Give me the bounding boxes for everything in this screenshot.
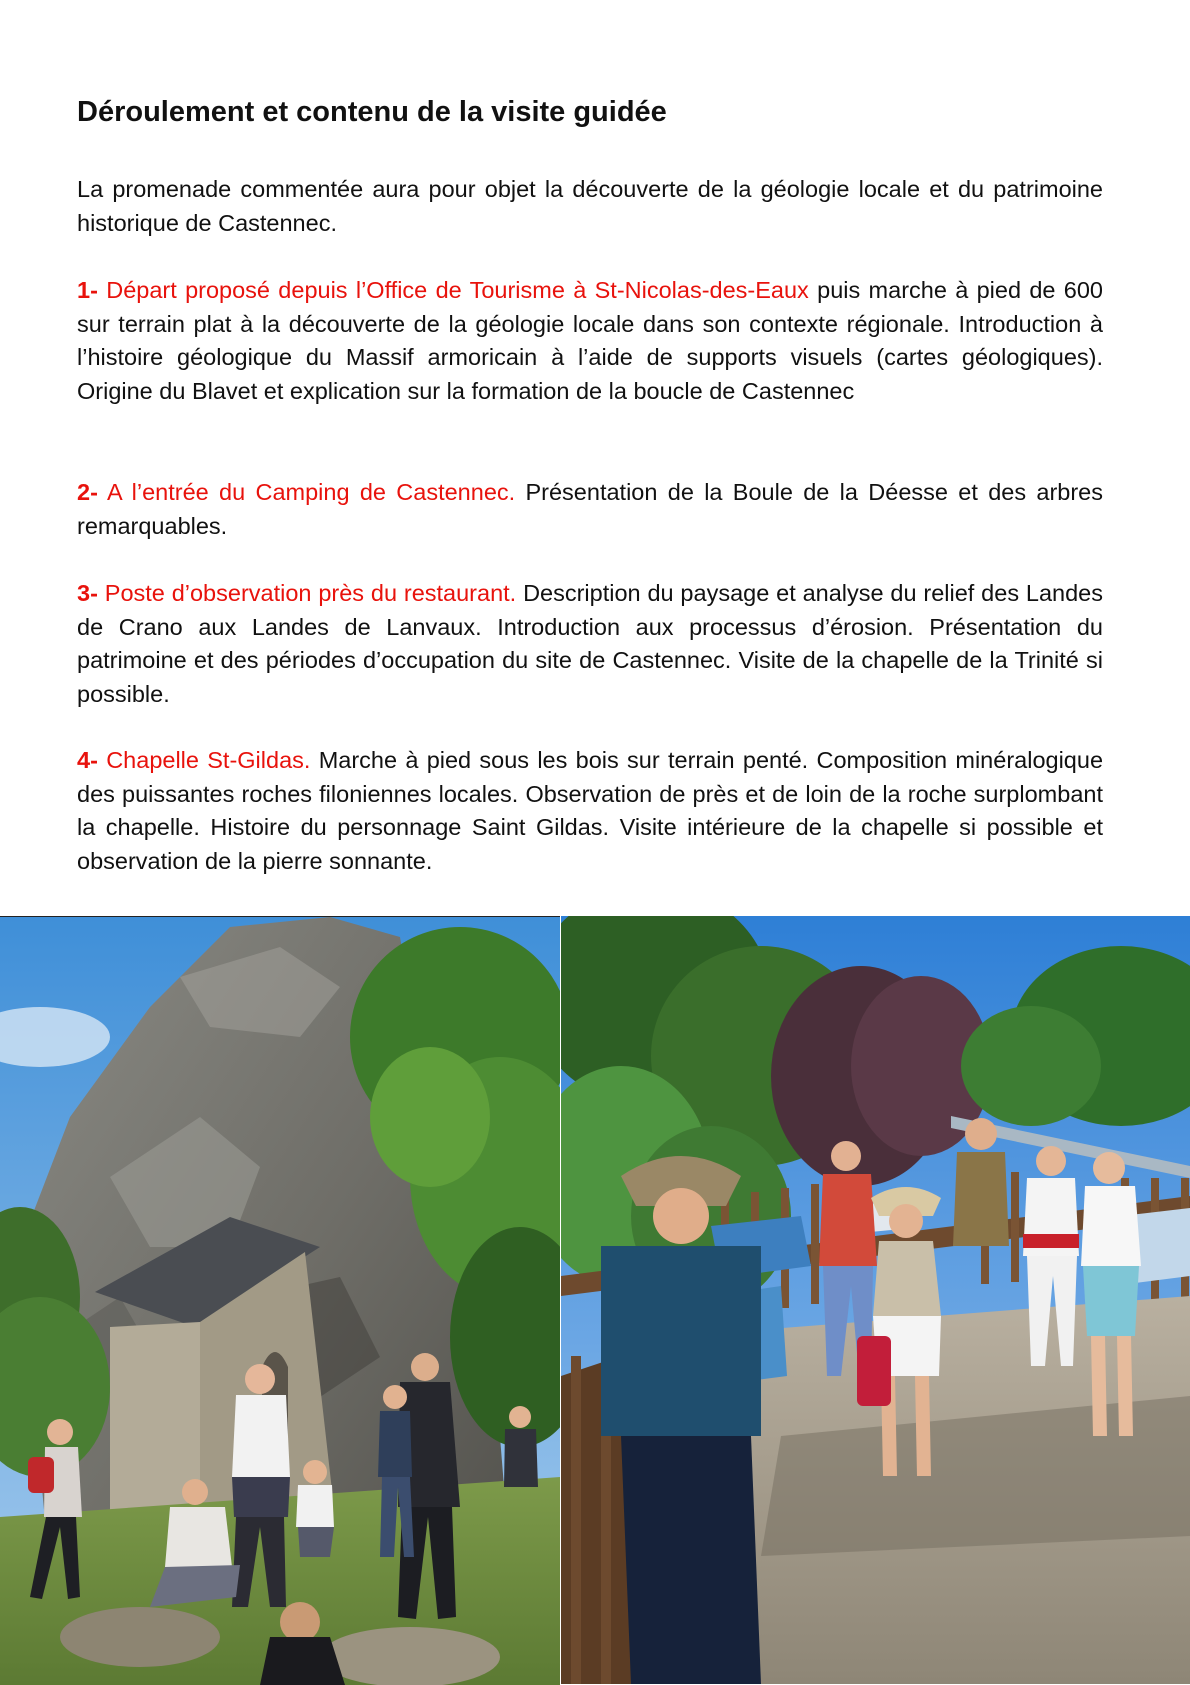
step-2-paragraph [77, 476, 1103, 543]
step-1-paragraph [77, 274, 1103, 408]
step-3-text: Description du paysage et analyse du relief des Landes de Crano aux Landes de Lanvaux. Introduction aux processus d’érosion. Présentation du patrimoine et des périodes d’occupation du site de Castennec. Visite de la chapelle de la Trinité si possible. [77, 580, 1104, 707]
intro-paragraph: La promenade commentée aura pour objet la découverte de la géologie locale et du patrimoine historique de Castennec. [77, 176, 1103, 236]
step-3-paragraph [77, 577, 1103, 711]
step-1-text: puis marche à pied de 600 sur terrain plat à la découverte de la géologie locale dans son contexte régionale. Introduction à l’histoire géologique du Massif armoricain à l’aide de supports visuels (cartes géologiques). Origine du Blavet et explication sur la formation de la boucle de Castennec [77, 277, 1103, 404]
step-3-place: Poste d’observation près du restaurant. [104, 580, 517, 606]
step-4-paragraph [77, 744, 1103, 878]
step-4-number: 4- [77, 747, 98, 773]
step-1-place: Départ proposé depuis l’Office de Tourisme à St-Nicolas-des-Eaux [106, 277, 809, 303]
step-2-number: 2- [77, 479, 98, 505]
step-3-number: 3- [77, 580, 98, 606]
observation-post-photo [561, 916, 1190, 1684]
step-4-text: Marche à pied sous les bois sur terrain penté. Composition minéralogique des puissantes roches filoniennes locales. Observation de près et de loin de la roche surplombant la chapelle. Histoire du personnage Saint Gildas. Visite intérieure de la chapelle si possible et observation de la pierre sonnante. [77, 747, 1104, 874]
chapel-rock-photo [0, 916, 560, 1685]
step-2-text: Présentation de la Boule de la Déesse et des arbres remarquables. [77, 479, 1104, 539]
step-1-number: 1- [77, 277, 98, 303]
page-title: Déroulement et contenu de la visite guidée [77, 96, 667, 128]
step-2-place: A l’entrée du Camping de Castennec. [106, 479, 516, 505]
step-4-place: Chapelle St-Gildas. [106, 747, 311, 773]
